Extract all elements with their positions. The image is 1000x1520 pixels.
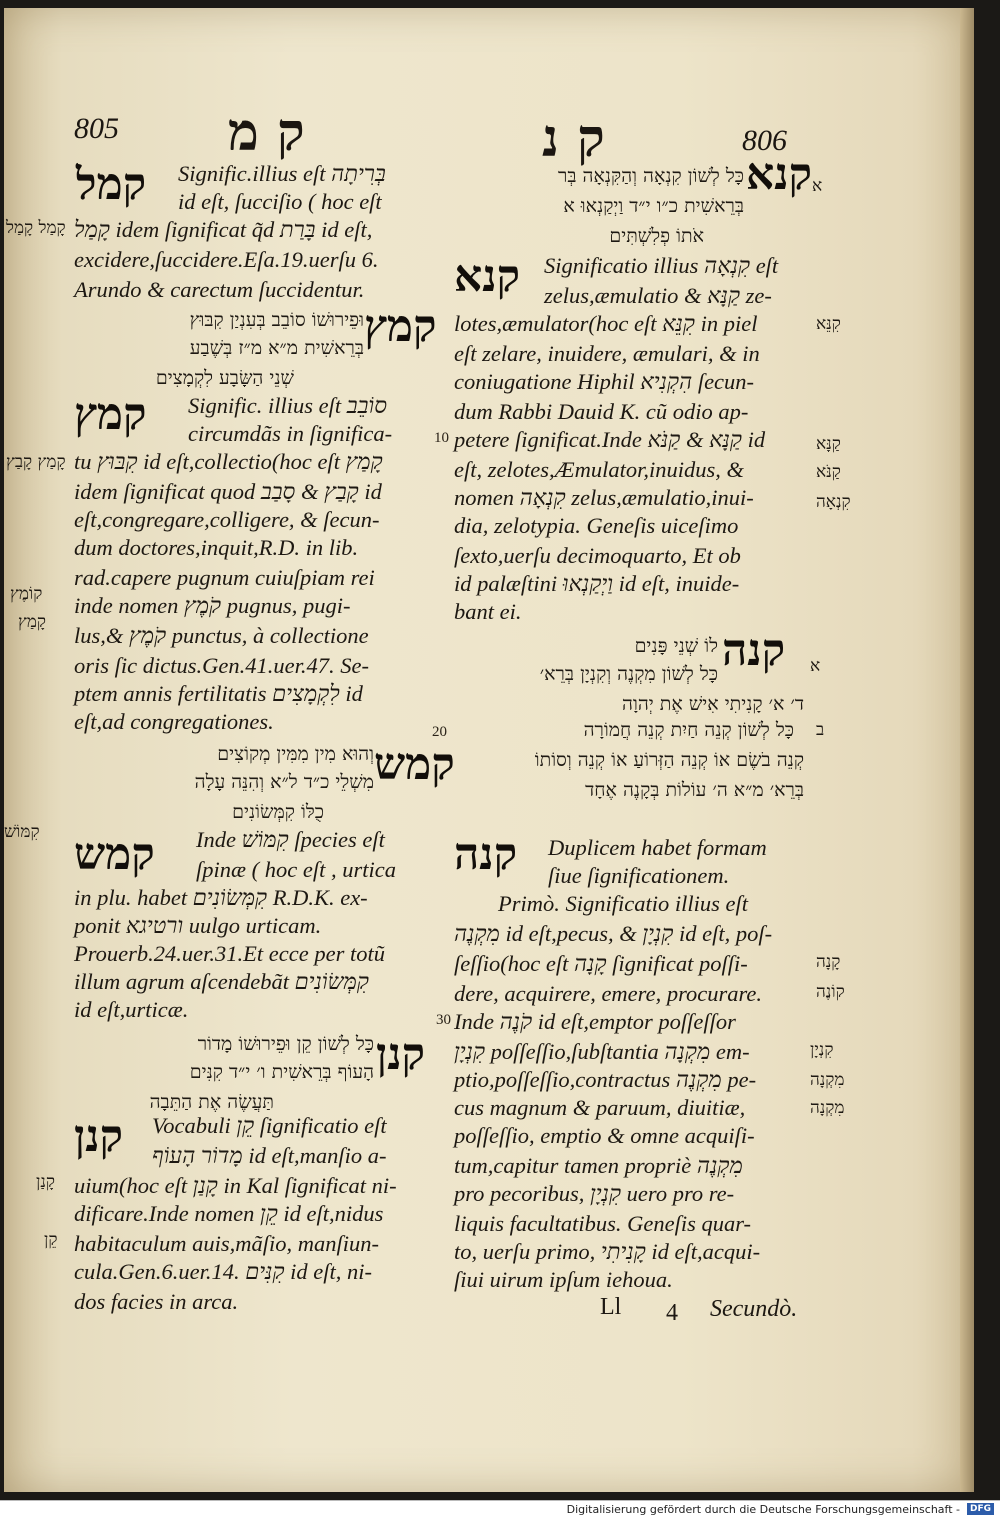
entry-headword: קמש [74,829,155,880]
text-line: כֻלּוֹ קִמְּשׂוֹנִים [232,801,324,823]
text-line: dificare.Inde nomen קֵן id eſt,nidus [74,1201,384,1226]
text-line: nomen קִנְאָה zelus,æmulatio,inui- [454,485,754,510]
text-line: וְהוּא מִין מִמִּין מְקוֹצִים [217,743,374,765]
entry-headword: קנא [454,251,521,302]
text-line: Signific.illius eſt בְּרִיתָה [178,161,386,186]
text-line: שְׁנֵי הַשָּׂבָע לִקְמָצִים [155,367,294,389]
dfg-logo[interactable]: DFG [967,1503,994,1515]
text-line: uium(hoc eſt קָנַן in Kal ſignificat ni- [74,1173,397,1198]
entry-headword: קמל [76,159,147,210]
sense-letter: א [812,176,823,196]
text-line: כָּל לְשׁוֹן קְנֵה חַיִת קְנֵה חֲמוֹרָה [583,719,794,741]
text-line: Inde קִמּוֹשׁ ſpecies eſt [196,827,385,852]
text-line: oris ſic dictus.Gen.41.uer.47. Se- [74,653,369,678]
text-line: lus,& קֹמֶץ punctus, à collectione [74,623,369,648]
text-line: לוֹ שְׁנֵי פָּנִים [634,635,718,657]
text-line: illum agrum aſcendebãt קִמְּשׂוֹנִים [74,969,369,994]
right-running-heading: ק נ [542,108,605,169]
signature-mark: Ll [600,1294,622,1320]
text-line: poſſeſſio, emptio & omne acquiſi- [454,1123,755,1148]
text-line: dere, acquirere, emere, procurare. [454,981,763,1006]
line-number-marker: 30 [436,1012,451,1028]
text-line: ſpinæ ( hoc eſt , urtica [196,857,396,882]
margin-note: קֵן [44,1230,58,1250]
text-line: קָמַל idem ſignificat q̃d בָּרַת id eſt, [74,217,373,242]
text-line: id eſt, ſucciſio ( hoc eſt [178,189,382,214]
text-line: ſeſſio(hoc eſt קָנָה ſignificat poſſi- [454,951,748,976]
signature-number: 4 [666,1300,678,1326]
text-line: Signific. illius eſt סוֹבֵב [188,393,387,418]
entry-headword: קמץ [364,301,437,352]
text-line: Vocabuli קֵן ſignificatio eſt [152,1113,387,1138]
text-line: Duplicem habet formam [548,835,767,860]
text-line: תַּעֲשֶׂה אֶת הַתֵּבָה [149,1091,274,1113]
entry-headword: קנה [722,625,786,676]
right-page-number: 806 [742,124,787,157]
line-number-marker: 20 [432,724,447,740]
text-line: מָדוֹר הָעוֹף id eſt,manſio a- [152,1143,387,1168]
text-line: בְּרֵאשִׁית מ״א מ״ז בְּשֶׁבַע [189,337,364,359]
text-line: eſt, zelotes,Æmulator,inuidus, & [454,457,745,482]
text-line: Primò. Significatio illius eſt [498,891,748,916]
margin-note: קָמַץ [18,612,47,632]
margin-note: קוֹמֶץ [10,584,43,604]
catchword: Secundò. [710,1296,798,1322]
text-line: ptem annis fertilitatis לִקְמָצִים id [74,681,363,706]
text-line: Significatio illius קִנְאָה eſt [544,253,779,278]
text-line: bant ei. [454,599,522,624]
margin-note: קָנַן [36,1172,55,1192]
margin-note: קָמַל קָמַל [6,218,66,238]
text-line: petere ſignificat.Inde קַנָּא & קַנֹּא id [454,427,766,452]
text-line: rad.capere pugnum cuiuſpiam rei [74,565,375,590]
text-line: dum doctores,inquit,R.D. in lib. [74,535,359,560]
line-number-marker: 10 [434,430,449,446]
text-line: to, uerſu primo, קָנִיתִי id eſt,acqui- [454,1239,761,1264]
text-line: dum Rabbi Dauid K. cũ odio ap- [454,399,749,424]
text-line: Prouerb.24.uer.31.Et ecce per totũ [74,941,385,966]
page-edge [960,8,974,1492]
text-line: cula.Gen.6.uer.14. קִנִּים id eſt, ni- [74,1259,373,1284]
left-running-heading: ק מ [228,102,305,163]
margin-note: קָמַץ קָבַץ [6,452,66,472]
text-line: circumdãs in ſignifica- [188,421,393,446]
text-line: in plu. habet קִמְּשׂוֹנִים R.D.K. ex- [74,885,368,910]
margin-note: קוֹנֶה [816,982,845,1002]
sense-letter: ב [816,720,825,740]
text-line: Inde קֹנֶה id eſt,emptor poſſeſſor [454,1009,736,1034]
text-line: habitaculum auis,mãſio, manſiun- [74,1231,379,1256]
text-line: coniugatione Hiphil הִקְנִיא ſecun- [454,369,755,394]
entry-headword: קנן [376,1029,426,1080]
margin-note: קִנְיָן [810,1040,834,1060]
entry-headword: קנן [74,1111,124,1162]
text-line: הָעוֹף בְּרֵאשִׁית ו׳ י״ד קִנִּים [189,1061,374,1083]
left-page-number: 805 [74,112,119,145]
margin-note: קַנֹּא [816,462,841,482]
text-line: zelus,æmulatio & קַנָּא ze- [544,283,772,308]
sense-letter: א [810,656,821,676]
text-line: קִנְיָן poſſeſſio,ſubſtantia מִקְנָה em- [454,1039,750,1064]
text-line: בְּרֵאשִׁית כ״ו י״ד וַיְקַנְאוּ א [563,195,744,217]
text-line: בְּרֵא׳ מ״א ה׳ עוֹלוֹת בְּקָנֶה אֶחָד [585,779,804,801]
text-line: ſiue ſignificationem. [548,863,730,888]
text-line: וּפֵירוּשׁוֹ סוֹבֵב בְּעִנְיַן קִבּוּץ [189,309,364,331]
entry-headword: קמש [374,739,455,790]
text-line: כָּל לְשׁוֹן קִנְאָה וְהַקִּנְאָה בְּר [557,165,744,187]
text-line: pro pecoribus, קִנְיָן uero pro re- [454,1181,735,1206]
margin-note: מִקְנָה [810,1070,845,1090]
text-line: Arundo & carectum ſuccidentur. [74,277,365,302]
text-line: קְנֵה בֹשֶׂם אוֹ קְנֵה הַזְּרוֹעַ אוֹ קְנֵה וְסוֹתוֹ [534,749,804,771]
text-line: tum,capitur tamen propriè מִקְנֶה [454,1153,743,1178]
entry-headword: קנא [746,149,813,200]
text-line: אֹתוֹ פְלִשְׁתִּים [609,225,704,247]
text-line: ד׳ א׳ קָנִיתִי אִישׁ אֶת יְהוָה [622,693,804,715]
text-line: tu קִבּוּץ id eſt,collectio(hoc eſt קָמַץ [74,449,383,474]
margin-note: מִקְנָה [810,1098,845,1118]
text-line: eſt zelare, inuidere, æmulari, & in [454,341,760,366]
text-line: inde nomen קֹמֶץ pugnus, pugi- [74,593,351,618]
entry-headword: קמץ [74,389,147,440]
text-line: dos facies in arca. [74,1289,239,1314]
text-line: ponit ורטיגא uulgo urticam. [74,913,322,938]
text-line: ſiui uirum ipſum iehoua. [454,1267,673,1292]
text-line: cus magnum & paruum, diuitiæ, [454,1095,746,1120]
margin-note: קַנָּא [816,434,841,454]
footer-credit: Digitalisierung gefördert durch die Deutsche Forschungsgemeinschaft - [566,1503,960,1516]
text-line: כָּל לְשׁוֹן מִקְנֶה וְקִנְיָן בְּרֵא׳ [539,663,718,685]
text-line: lotes,æmulator(hoc eſt קִנֵּא in piel [454,311,758,336]
text-line: id eſt,urticæ. [74,997,189,1022]
text-line: eſt,congregare,colligere, & ſecun- [74,507,380,532]
margin-note: קִמּוֹשׁ [4,822,40,842]
text-line: id palæſtini וַיְקַנְאוּ id eſt, inuide- [454,571,740,596]
text-line: ſexto,uerſu decimoquarto, Et ob [454,543,741,568]
text-line: dia, zelotypia. Geneſis uiceſimo [454,513,739,538]
text-line: מִקְנֶה id eſt,pecus, & קִנְיָן id eſt, poſ- [454,921,773,946]
text-line: מִשְׁלֵי כ״ד ל״א וְהִנֵּה עָלָה [194,771,374,793]
text-line: liquis facultatibus. Geneſis quar- [454,1211,752,1236]
text-line: idem ſignificat quod קָבַץ & סָבַב id [74,479,382,504]
text-line: excidere,ſuccidere.Eſa.19.uerſu 6. [74,247,379,272]
margin-note: קָנָה [816,952,841,972]
text-line: eſt,ad congregationes. [74,709,274,734]
text-line: ptio,poſſeſſio,contractus מִקְנֶה pe- [454,1067,757,1092]
margin-note: קִנְאָה [816,492,851,512]
footer-bar [0,1500,1000,1520]
margin-note: קִנֵּא [816,314,841,334]
text-line: כָּל לְשׁוֹן קֵן וּפֵירוּשׁוֹ מָדוֹר [197,1033,374,1055]
entry-headword: קנה [454,829,518,880]
